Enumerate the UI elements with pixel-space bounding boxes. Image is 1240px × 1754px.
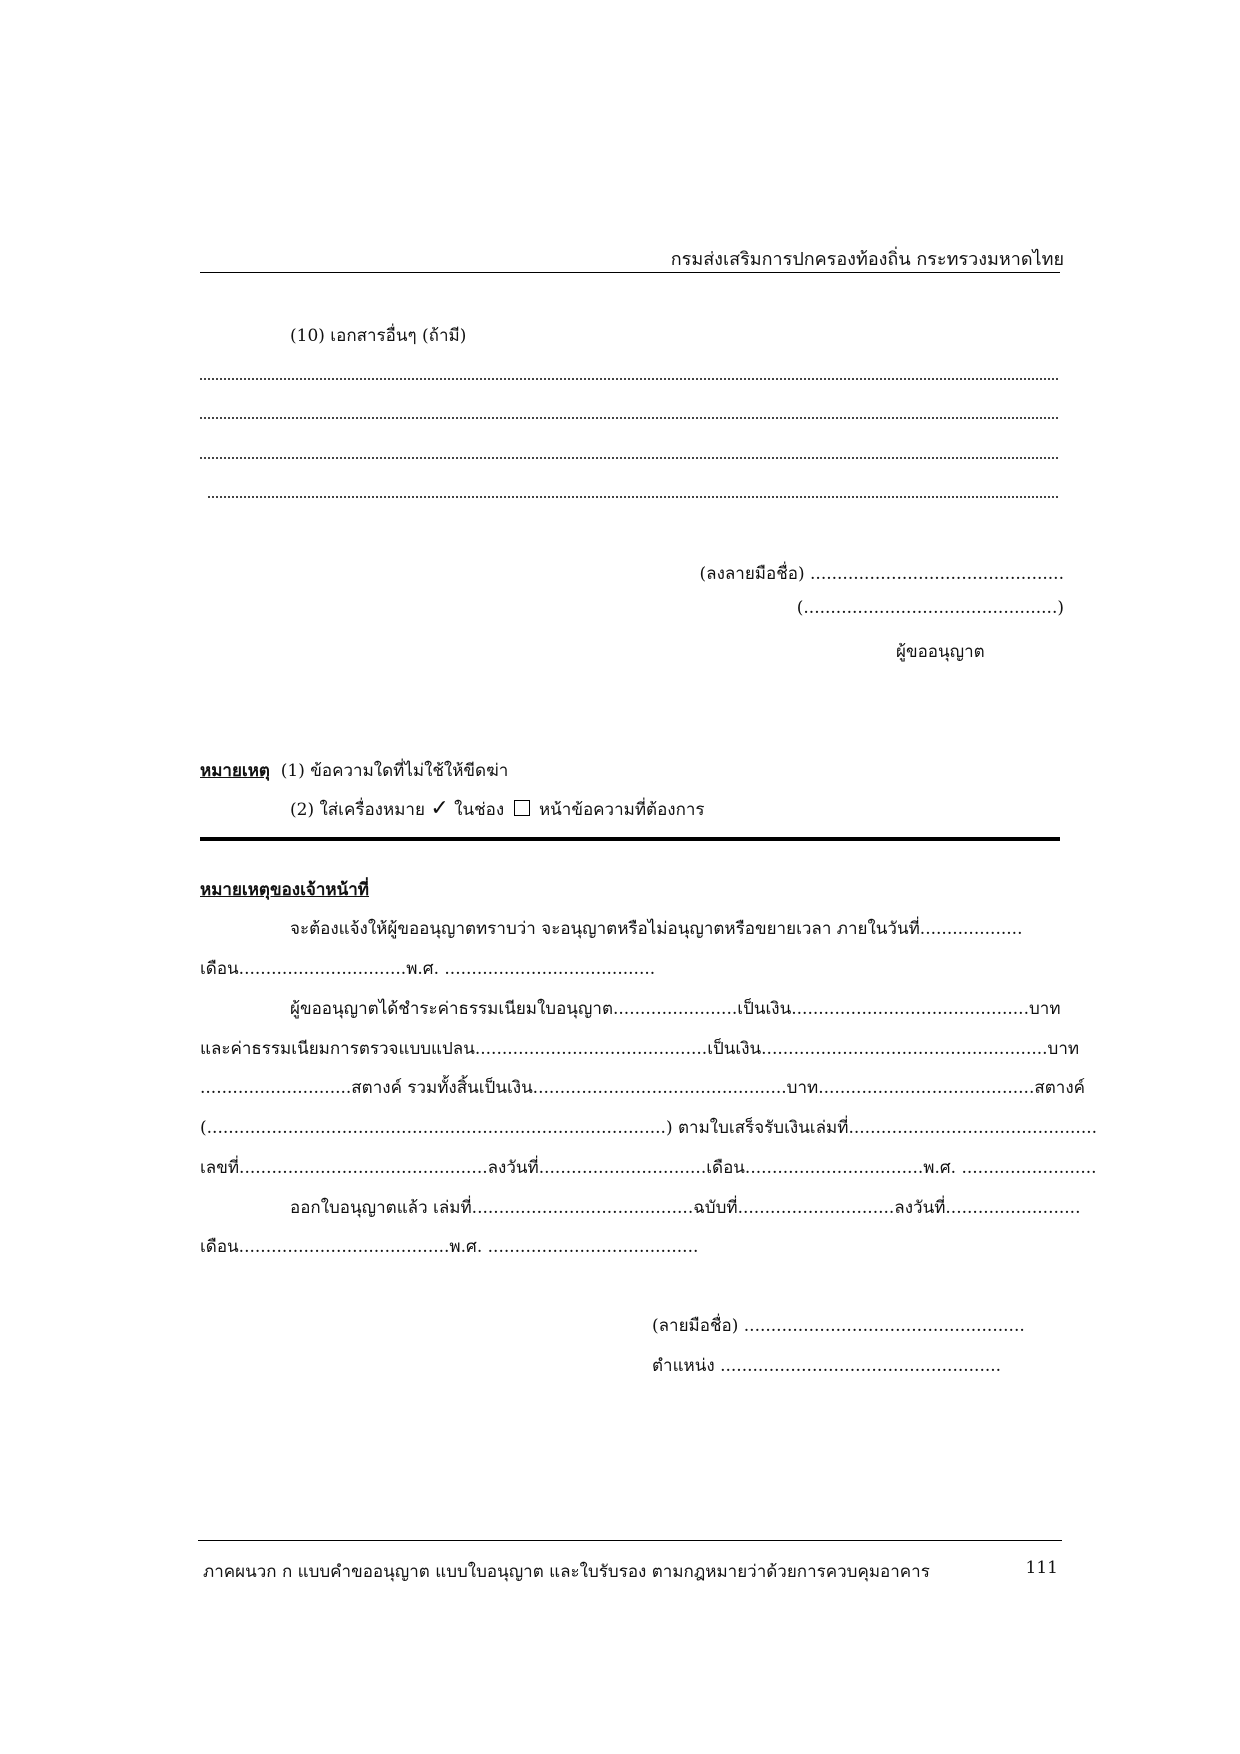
header-organization: กรมส่งเสริมการปกครองท้องถิ่น กระทรวงมหาดไทย <box>670 249 1064 270</box>
blank-line-1[interactable] <box>200 378 1058 380</box>
notes-item-2-text-a: (2) ใส่เครื่องหมาย <box>290 800 425 820</box>
officer-line-7: เลขที่..............................................ลงวันที่...............................เดือน.................................พ.ศ. ......................... <box>200 1158 1097 1178</box>
blank-line-2[interactable] <box>200 417 1058 419</box>
header-rule <box>200 272 1060 273</box>
page-number: 111 <box>1025 1558 1058 1578</box>
applicant-name-line[interactable]: (...............................................) <box>796 598 1064 618</box>
notes-item-2-text-c: หน้าข้อความที่ต้องการ <box>538 800 705 820</box>
officer-line-8: ออกใบอนุญาตแล้ว เล่มที่.........................................ฉบับที่.............................ลงวันที่......................... <box>290 1198 1081 1218</box>
officer-line-1: จะต้องแจ้งให้ผู้ขออนุญาตทราบว่า จะอนุญาตหรือไม่อนุญาตหรือขยายเวลา ภายในวันที่................... <box>290 919 1023 939</box>
officer-position-line[interactable]: ตำแหน่ง .................................................... <box>652 1356 1002 1376</box>
officer-sign-line[interactable]: (ลายมือชื่อ) .................................................... <box>652 1316 1025 1336</box>
officer-line-3: ผู้ขออนุญาตได้ชำระค่าธรรมเนียมใบอนุญาต.......................เป็นเงิน............................................บาท <box>290 999 1061 1019</box>
section-divider <box>200 837 1060 841</box>
notes-item-2-text-b: ในช่อง <box>454 800 505 820</box>
officer-line-6: (.....................................................................................) ตามใบเสร็จรับเงินเล่มที่.............................................. <box>200 1118 1098 1138</box>
officer-line-4: และค่าธรรมเนียมการตรวจแบบแปลน...........................................เป็นเงิน.....................................................บาท <box>200 1039 1080 1059</box>
applicant-role: ผู้ขออนุญาต <box>896 642 985 662</box>
officer-line-9: เดือน.......................................พ.ศ. ....................................... <box>200 1237 699 1257</box>
notes-label: หมายเหตุ <box>200 761 270 781</box>
officer-section-title: หมายเหตุของเจ้าหน้าที่ <box>200 880 370 900</box>
officer-line-5: ............................สตางค์ รวมทั้งสิ้นเป็นเงิน...............................................บาท........................................สตางค์ <box>200 1078 1085 1098</box>
checkmark-icon: ✓ <box>430 796 449 821</box>
officer-line-2: เดือน...............................พ.ศ. ....................................... <box>200 959 656 979</box>
doc10-label: (10) เอกสารอื่นๆ (ถ้ามี) <box>290 326 467 346</box>
blank-line-3[interactable] <box>200 457 1058 459</box>
checkbox-icon <box>514 800 530 816</box>
notes-item-2 <box>290 796 705 823</box>
footer-text: ภาคผนวก ก แบบคำขออนุญาต แบบใบอนุญาต และใบรับรอง ตามกฎหมายว่าด้วยการควบคุมอาคาร <box>203 1562 930 1582</box>
footer-rule <box>198 1540 1062 1541</box>
applicant-sign-line[interactable]: (ลงลายมือชื่อ) ............................................... <box>699 564 1064 584</box>
notes-item-1: (1) ข้อความใดที่ไม่ใช้ให้ขีดฆ่า <box>280 761 509 781</box>
blank-line-4[interactable] <box>208 496 1058 498</box>
notes-block <box>200 757 508 784</box>
